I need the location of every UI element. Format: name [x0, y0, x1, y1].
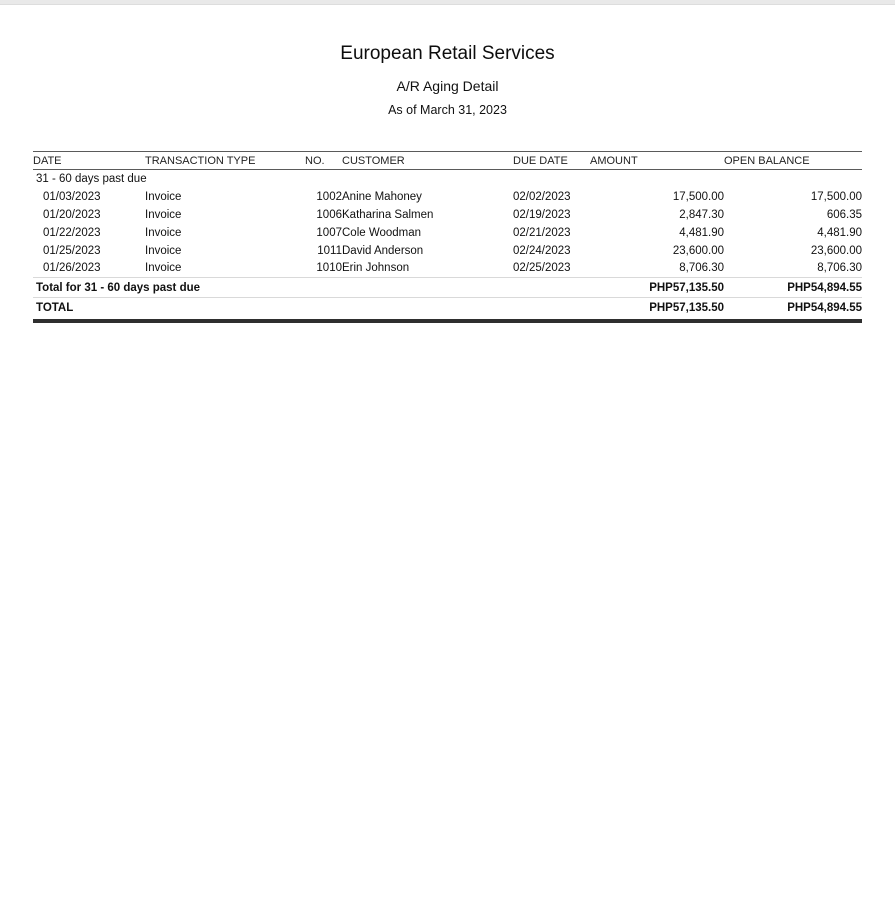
column-header-customer: CUSTOMER: [342, 152, 513, 170]
column-header-open-balance: OPEN BALANCE: [724, 152, 862, 170]
transaction-open-balance: 23,600.00: [810, 244, 862, 257]
transaction-no: 1011: [317, 244, 342, 257]
aging-section-header: [33, 170, 862, 188]
transaction-due-date: 02/21/2023: [513, 226, 571, 239]
table-header-row: [33, 152, 862, 170]
section-total-label: Total for 31 - 60 days past due: [33, 278, 590, 298]
transaction-date: 01/03/2023: [43, 190, 101, 203]
grand-total-open-balance: PHP54,894.55: [724, 298, 862, 318]
report-table-container: [33, 151, 862, 323]
transaction-amount: 8,706.30: [679, 262, 724, 275]
transaction-type: Invoice: [145, 226, 182, 239]
grand-total-amount: PHP57,135.50: [590, 298, 724, 318]
column-header-no: NO.: [305, 152, 342, 170]
report-title: A/R Aging Detail: [396, 78, 499, 94]
grand-total-label: TOTAL: [33, 298, 590, 318]
transaction-due-date: 02/25/2023: [513, 262, 571, 275]
transaction-open-balance: 4,481.90: [817, 226, 862, 239]
transaction-type: Invoice: [145, 208, 182, 221]
column-header-date: DATE: [33, 152, 145, 170]
transaction-customer: Anine Mahoney: [342, 190, 422, 203]
report-as-of-date: As of March 31, 2023: [388, 103, 507, 117]
transaction-no: 1007: [316, 226, 342, 239]
section-total-amount: PHP57,135.50: [590, 278, 724, 298]
transaction-customer: David Anderson: [342, 244, 424, 257]
transaction-due-date: 02/02/2023: [513, 190, 571, 203]
transaction-due-date: 02/24/2023: [513, 244, 571, 257]
page-top-strip: [0, 0, 895, 5]
report-header: [0, 42, 895, 118]
transaction-no: 1002: [316, 190, 342, 203]
company-name: European Retail Services: [340, 43, 555, 64]
transaction-amount: 2,847.30: [679, 208, 724, 221]
transaction-amount: 17,500.00: [672, 190, 724, 203]
transaction-row[interactable]: [33, 188, 862, 206]
transaction-row[interactable]: [33, 260, 862, 278]
transaction-customer: Katharina Salmen: [342, 208, 434, 221]
transaction-row[interactable]: [33, 242, 862, 260]
transaction-open-balance: 8,706.30: [817, 262, 862, 275]
transaction-customer: Cole Woodman: [342, 226, 422, 239]
ar-aging-detail-table: [33, 151, 862, 318]
transaction-no: 1006: [316, 208, 342, 221]
transaction-row[interactable]: [33, 224, 862, 242]
transaction-row[interactable]: [33, 206, 862, 224]
transaction-customer: Erin Johnson: [342, 262, 410, 275]
section-total-open-balance: PHP54,894.55: [724, 278, 862, 298]
transaction-amount: 23,600.00: [672, 244, 724, 257]
transaction-due-date: 02/19/2023: [513, 208, 571, 221]
transaction-no: 1010: [316, 262, 342, 275]
transaction-type: Invoice: [145, 244, 182, 257]
column-header-due-date: DUE DATE: [513, 152, 590, 170]
transaction-date: 01/25/2023: [43, 244, 101, 257]
transaction-amount: 4,481.90: [679, 226, 724, 239]
transaction-date: 01/22/2023: [43, 226, 101, 239]
column-header-transaction-type: TRANSACTION TYPE: [145, 152, 305, 170]
transaction-type: Invoice: [145, 190, 182, 203]
table-bottom-double-rule: [33, 319, 862, 323]
transaction-open-balance: 17,500.00: [810, 190, 862, 203]
transaction-type: Invoice: [145, 262, 182, 275]
aging-section-label: 31 - 60 days past due: [36, 172, 147, 185]
column-header-amount: AMOUNT: [590, 152, 724, 170]
transaction-date: 01/20/2023: [43, 208, 101, 221]
section-total: [33, 278, 862, 298]
transaction-date: 01/26/2023: [43, 262, 101, 275]
transaction-open-balance: 606.35: [826, 208, 862, 221]
grand-total: [33, 298, 862, 318]
